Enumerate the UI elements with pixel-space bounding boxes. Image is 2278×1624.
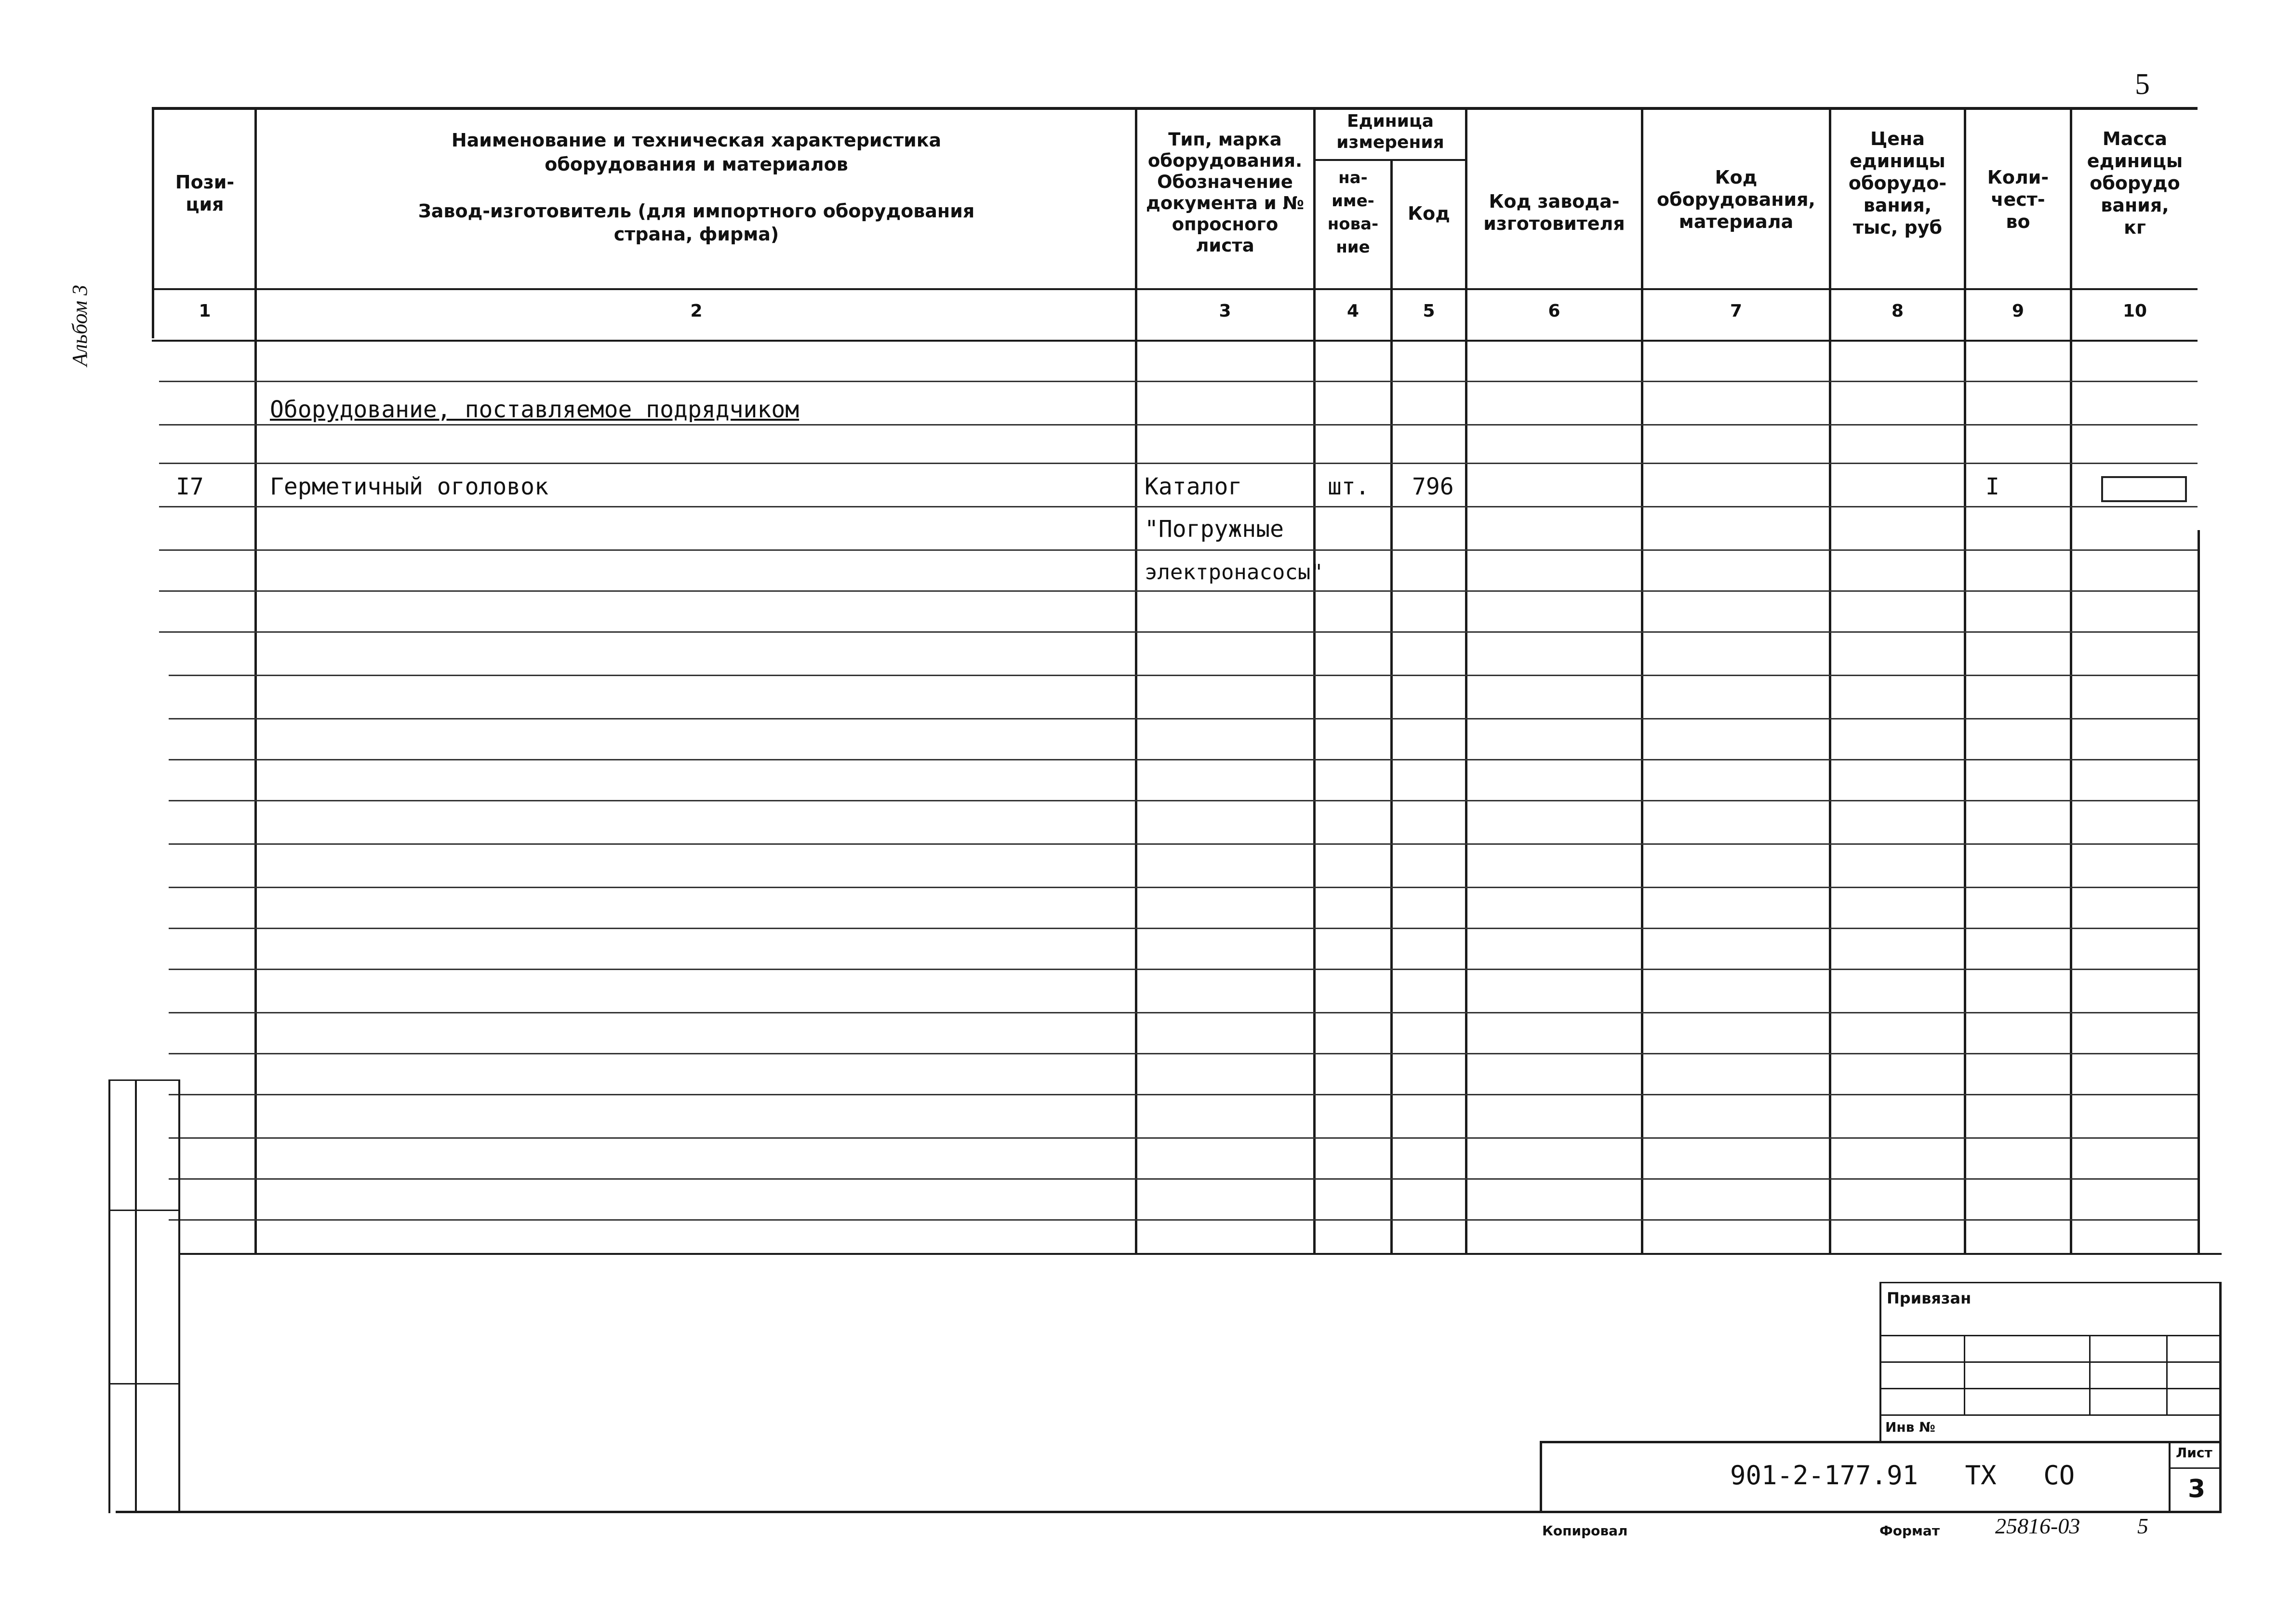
row-unit-code: 796 — [1412, 473, 1454, 500]
stamp-privyazan: Привязан — [1887, 1289, 1972, 1307]
colnum-1: 1 — [199, 301, 211, 321]
colnum-8: 8 — [1891, 301, 1904, 321]
row-unit: шт. — [1328, 473, 1370, 500]
header-factory-code: Код завода- изготовителя — [1483, 191, 1625, 234]
colnum-2: 2 — [690, 301, 703, 321]
row-type-line2: "Погружные — [1145, 516, 1284, 543]
colnum-4: 4 — [1346, 301, 1359, 321]
section-title: Оборудование, поставляемое подрядчиком — [270, 396, 799, 423]
header-mass: Масса единицы оборудо вания, кг — [2087, 128, 2183, 238]
header-name-line2: оборудования и материалов — [545, 154, 848, 175]
colnum-9: 9 — [2012, 301, 2025, 321]
header-unit-code: Код — [1408, 203, 1450, 224]
colnum-7: 7 — [1730, 301, 1743, 321]
header-name-line1: Наименование и техническая характеристика — [451, 130, 942, 151]
header-price: Цена единицы оборудо- вания, тыс, руб — [1848, 128, 1947, 238]
mass-box — [2101, 476, 2187, 502]
colnum-6: 6 — [1548, 301, 1560, 321]
header-unit-group: Единица измерения — [1336, 111, 1444, 152]
header-quantity: Коли- чест- во — [1987, 167, 2049, 232]
stamp-list-number: 3 — [2188, 1475, 2206, 1504]
row-type-line3: электронасосы" — [1145, 560, 1323, 585]
row-type-line1: Каталог — [1145, 473, 1242, 500]
header-unit-name: на- име- нова- ние — [1327, 168, 1379, 257]
row-quantity: I — [1985, 473, 1999, 500]
header-position: Пози- ция — [175, 172, 235, 215]
header-type: Тип, марка оборудования. Обозначение документа и № опросного листа — [1146, 129, 1305, 256]
stamp-list-label: Лист — [2176, 1445, 2212, 1461]
footer-kopiroval: Копировал — [1542, 1523, 1628, 1539]
footer-order: 25816-03 — [1995, 1514, 2080, 1538]
footer-format: Формат — [1879, 1523, 1940, 1539]
header-name-line3: Завод-изготовитель (для импортного оборудования — [418, 200, 975, 222]
page-number: 5 — [2135, 68, 2150, 101]
stamp-inv: Инв № — [1885, 1419, 1935, 1435]
colnum-3: 3 — [1219, 301, 1231, 321]
row-position: I7 — [176, 473, 204, 500]
footer-sheet: 5 — [2137, 1514, 2148, 1538]
stamp-doc-code: 901-2-177.91 ТХ СО — [1730, 1460, 2075, 1491]
colnum-10: 10 — [2122, 301, 2147, 321]
header-name-line4: страна, фирма) — [613, 224, 779, 245]
header-equipment-code: Код оборудования, материала — [1657, 167, 1815, 232]
side-label: Альбом 3 — [68, 284, 92, 366]
colnum-5: 5 — [1423, 301, 1435, 321]
row-name: Герметичный оголовок — [270, 473, 548, 500]
